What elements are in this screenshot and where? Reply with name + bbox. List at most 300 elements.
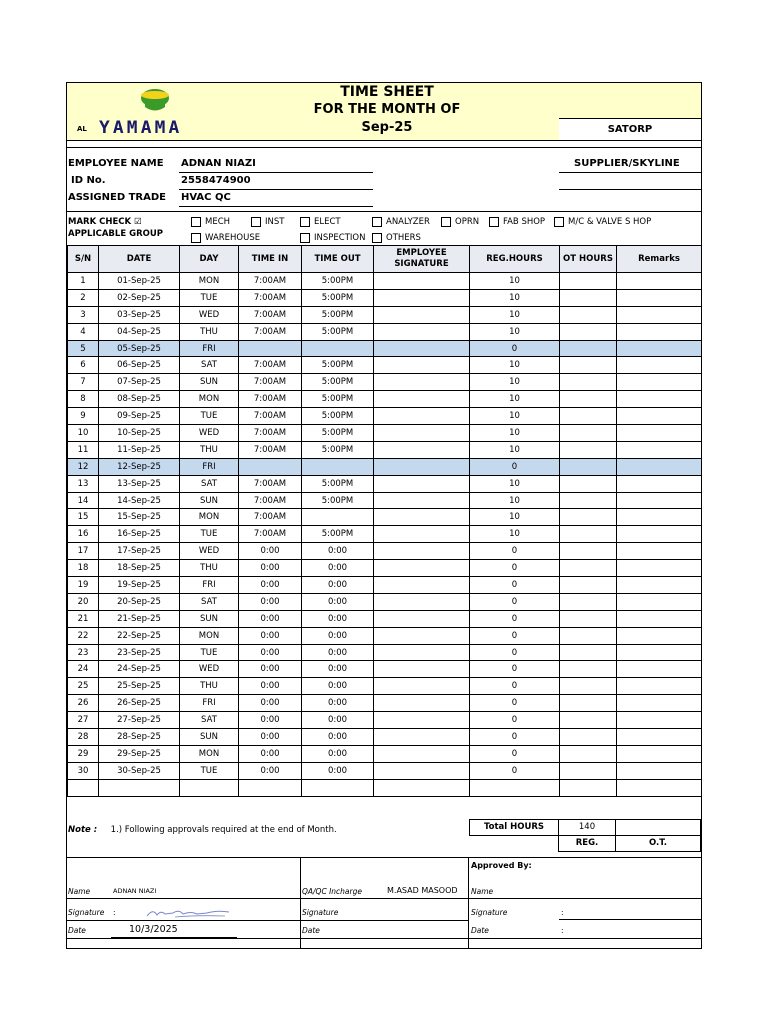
ot-hours-cell	[560, 543, 617, 560]
remarks-cell	[617, 610, 702, 627]
date-label: Date	[68, 926, 86, 935]
date-cell: 27-Sep-25	[99, 712, 180, 729]
employee-signature-cell	[374, 729, 470, 746]
reg-hours-cell: 10	[470, 526, 560, 543]
remarks-cell	[617, 543, 702, 560]
mark-check-label	[68, 216, 163, 240]
ot-hours-cell	[560, 610, 617, 627]
time-out-cell: 0:00	[302, 661, 374, 678]
reg-label: REG.	[558, 835, 616, 852]
date-cell: 25-Sep-25	[99, 678, 180, 695]
employee-signature-cell	[374, 441, 470, 458]
time-in-cell: 0:00	[239, 543, 302, 560]
time-out-cell	[302, 779, 374, 796]
time-out-cell: 0:00	[302, 644, 374, 661]
sn-cell: 26	[68, 695, 99, 712]
time-in-cell: 0:00	[239, 577, 302, 594]
divider	[67, 147, 701, 148]
sn-cell: 1	[68, 273, 99, 290]
table-row	[68, 678, 702, 695]
day-cell: THU	[180, 441, 239, 458]
table-row	[68, 644, 702, 661]
date-cell: 13-Sep-25	[99, 475, 180, 492]
ot-hours-cell	[560, 340, 617, 357]
checkbox-oprn[interactable]	[441, 217, 479, 227]
employee-signature-cell	[374, 695, 470, 712]
reg-hours-cell: 0	[470, 577, 560, 594]
divider	[67, 898, 300, 899]
supplier-name: SUPPLIER/SKYLINE	[574, 158, 680, 169]
reg-hours-cell: 10	[470, 289, 560, 306]
table-row	[68, 408, 702, 425]
checkbox-mech[interactable]	[191, 217, 230, 227]
time-out-cell: 0:00	[302, 678, 374, 695]
employee-signature-cell	[374, 408, 470, 425]
table-body	[68, 273, 702, 797]
sn-cell: 27	[68, 712, 99, 729]
time-in-cell: 0:00	[239, 560, 302, 577]
ot-hours-cell	[560, 644, 617, 661]
employee-signature-cell	[374, 425, 470, 442]
day-cell: MON	[180, 273, 239, 290]
divider	[559, 172, 701, 173]
checkbox-mc-valve-shop[interactable]	[554, 217, 651, 227]
reg-hours-cell: 10	[470, 273, 560, 290]
checkbox-icon	[251, 217, 261, 227]
checkbox-warehouse[interactable]	[191, 233, 260, 243]
reg-hours-cell: 0	[470, 543, 560, 560]
time-out-cell: 5:00PM	[302, 374, 374, 391]
day-cell: WED	[180, 306, 239, 323]
name-value: ADNAN NIAZI	[113, 887, 157, 895]
employee-signature-cell	[374, 391, 470, 408]
ot-hours-cell	[560, 492, 617, 509]
employee-signature-cell	[374, 712, 470, 729]
reg-hours-cell: 0	[470, 762, 560, 779]
time-out-cell: 0:00	[302, 593, 374, 610]
checkbox-icon	[300, 233, 310, 243]
table-row	[68, 543, 702, 560]
remarks-cell	[617, 273, 702, 290]
checkbox-label: INSPECTION	[314, 233, 366, 243]
time-in-cell	[239, 458, 302, 475]
timesheet-table	[67, 245, 702, 797]
remarks-cell	[617, 593, 702, 610]
approved-by-label: Approved By:	[471, 861, 532, 870]
employee-signature-cell	[374, 492, 470, 509]
time-in-cell: 7:00AM	[239, 306, 302, 323]
column-header: REG.HOURS	[470, 246, 560, 273]
date-cell: 30-Sep-25	[99, 762, 180, 779]
reg-hours-cell: 0	[470, 610, 560, 627]
ot-hours-cell	[560, 273, 617, 290]
employee-signature-cell	[374, 458, 470, 475]
reg-hours-cell	[470, 779, 560, 796]
sn-cell: 19	[68, 577, 99, 594]
ot-hours-cell	[560, 526, 617, 543]
ot-hours-cell	[560, 560, 617, 577]
day-cell: FRI	[180, 695, 239, 712]
reg-hours-cell: 10	[470, 391, 560, 408]
time-in-cell: 7:00AM	[239, 475, 302, 492]
ot-hours-cell	[560, 678, 617, 695]
time-in-cell: 7:00AM	[239, 357, 302, 374]
time-out-cell: 0:00	[302, 577, 374, 594]
reg-hours-cell: 0	[470, 695, 560, 712]
remarks-cell	[617, 762, 702, 779]
remarks-cell	[617, 560, 702, 577]
timesheet	[66, 82, 702, 949]
checkbox-label: MECH	[205, 217, 231, 227]
employee-signature-cell	[374, 509, 470, 526]
time-out-cell: 5:00PM	[302, 273, 374, 290]
date-cell: 15-Sep-25	[99, 509, 180, 526]
approver-date-label: Date	[471, 926, 489, 935]
time-out-cell: 0:00	[302, 627, 374, 644]
date-cell: 22-Sep-25	[99, 627, 180, 644]
reg-hours-cell: 0	[470, 644, 560, 661]
sn-cell: 15	[68, 509, 99, 526]
divider	[559, 919, 701, 920]
ot-hours-cell	[560, 441, 617, 458]
remarks-cell	[617, 289, 702, 306]
time-in-cell: 0:00	[239, 695, 302, 712]
ot-hours-cell	[560, 627, 617, 644]
employee-signature-cell	[374, 289, 470, 306]
divider	[300, 898, 468, 899]
ot-hours-cell	[560, 779, 617, 796]
employee-signature-cell	[374, 745, 470, 762]
qc-date-label: Date	[302, 926, 320, 935]
day-cell: MON	[180, 509, 239, 526]
date-cell: 20-Sep-25	[99, 593, 180, 610]
date-cell: 05-Sep-25	[99, 340, 180, 357]
remarks-cell	[617, 492, 702, 509]
employee-name-label: EMPLOYEE NAME	[68, 158, 164, 169]
divider	[559, 189, 701, 190]
ot-hours-cell	[560, 729, 617, 746]
time-in-cell: 0:00	[239, 729, 302, 746]
table-row	[68, 374, 702, 391]
time-out-cell: 5:00PM	[302, 408, 374, 425]
date-cell: 16-Sep-25	[99, 526, 180, 543]
date-cell: 11-Sep-25	[99, 441, 180, 458]
ot-hours-cell	[560, 577, 617, 594]
sn-cell: 13	[68, 475, 99, 492]
approver-signature-colon: :	[561, 908, 564, 917]
mark-check-line: MARK CHECK ☑	[68, 217, 142, 227]
checkbox-others[interactable]	[372, 233, 421, 243]
sn-cell: 11	[68, 441, 99, 458]
date-cell: 08-Sep-25	[99, 391, 180, 408]
divider	[67, 920, 300, 921]
date-cell: 18-Sep-25	[99, 560, 180, 577]
time-in-cell: 0:00	[239, 762, 302, 779]
date-cell: 10-Sep-25	[99, 425, 180, 442]
day-cell: MON	[180, 745, 239, 762]
column-header: Remarks	[617, 246, 702, 273]
date-cell: 09-Sep-25	[99, 408, 180, 425]
table-row	[68, 458, 702, 475]
total-hours-value: 140	[558, 819, 616, 836]
time-in-cell: 7:00AM	[239, 289, 302, 306]
employee-signature-cell	[374, 526, 470, 543]
table-row	[68, 610, 702, 627]
date-cell: 19-Sep-25	[99, 577, 180, 594]
reg-hours-cell: 0	[470, 745, 560, 762]
employee-signature-cell	[374, 543, 470, 560]
checkbox-icon	[489, 217, 499, 227]
time-out-cell	[302, 509, 374, 526]
reg-hours-cell: 0	[470, 340, 560, 357]
table-row	[68, 441, 702, 458]
time-in-cell: 0:00	[239, 610, 302, 627]
employee-name-value: ADNAN NIAZI	[181, 158, 256, 169]
checkbox-label: ANALYZER	[386, 217, 430, 227]
time-in-cell: 0:00	[239, 627, 302, 644]
day-cell: TUE	[180, 526, 239, 543]
remarks-cell	[617, 695, 702, 712]
time-out-cell: 0:00	[302, 712, 374, 729]
column-header: OT HOURS	[560, 246, 617, 273]
day-cell: SAT	[180, 475, 239, 492]
employee-signature-cell	[374, 661, 470, 678]
checkbox-label: OPRN	[455, 217, 480, 227]
day-cell: MON	[180, 391, 239, 408]
day-cell: SAT	[180, 712, 239, 729]
divider	[67, 211, 701, 212]
checkbox-analyzer[interactable]	[372, 217, 430, 227]
divider	[300, 858, 301, 949]
time-in-cell: 0:00	[239, 712, 302, 729]
time-out-cell: 0:00	[302, 729, 374, 746]
qc-signature-label: Signature	[302, 908, 339, 917]
employee-signature-cell	[374, 610, 470, 627]
day-cell: SUN	[180, 492, 239, 509]
checkbox-inspection[interactable]	[300, 233, 365, 243]
table-row	[68, 492, 702, 509]
date-cell: 12-Sep-25	[99, 458, 180, 475]
time-in-cell: 7:00AM	[239, 391, 302, 408]
checkbox-icon	[191, 233, 201, 243]
date-cell: 01-Sep-25	[99, 273, 180, 290]
day-cell: WED	[180, 543, 239, 560]
checkbox-icon	[554, 217, 564, 227]
table-row	[68, 526, 702, 543]
employee-signature-cell	[374, 678, 470, 695]
ot-hours-cell	[560, 762, 617, 779]
note-label: Note :	[68, 825, 98, 835]
time-out-cell: 0:00	[302, 762, 374, 779]
remarks-cell	[617, 441, 702, 458]
table-row	[68, 712, 702, 729]
divider	[468, 898, 701, 899]
checkbox-icon	[441, 217, 451, 227]
logo-brand: YAMAMA	[99, 118, 183, 138]
sn-cell: 25	[68, 678, 99, 695]
date-cell: 02-Sep-25	[99, 289, 180, 306]
checkbox-icon	[300, 217, 310, 227]
approver-name-label: Name	[471, 887, 494, 896]
divider	[468, 858, 469, 949]
time-out-cell	[302, 340, 374, 357]
totals-block	[469, 819, 701, 851]
sn-cell: 24	[68, 661, 99, 678]
date-cell: 29-Sep-25	[99, 745, 180, 762]
reg-hours-cell: 10	[470, 357, 560, 374]
divider	[67, 938, 701, 939]
time-in-cell: 0:00	[239, 745, 302, 762]
time-in-cell: 0:00	[239, 593, 302, 610]
remarks-cell	[617, 323, 702, 340]
remarks-cell	[617, 644, 702, 661]
time-in-cell: 7:00AM	[239, 492, 302, 509]
remarks-cell	[617, 357, 702, 374]
checkbox-inst[interactable]	[251, 217, 284, 227]
ot-hours-cell	[560, 593, 617, 610]
reg-hours-cell: 0	[470, 661, 560, 678]
time-in-cell: 7:00AM	[239, 408, 302, 425]
trade-label: ASSIGNED TRADE	[68, 192, 166, 203]
id-label: ID No.	[71, 175, 106, 186]
time-in-cell: 7:00AM	[239, 323, 302, 340]
signature-colon: :	[113, 908, 116, 917]
reg-hours-cell: 0	[470, 678, 560, 695]
time-out-cell: 5:00PM	[302, 475, 374, 492]
date-cell: 06-Sep-25	[99, 357, 180, 374]
company-logo	[77, 87, 247, 137]
ot-label: O.T.	[615, 835, 701, 852]
reg-hours-cell: 0	[470, 560, 560, 577]
remarks-cell	[617, 779, 702, 796]
employee-signature-cell	[374, 779, 470, 796]
sn-cell: 30	[68, 762, 99, 779]
checkbox-label: INST	[265, 217, 285, 227]
date-cell: 17-Sep-25	[99, 543, 180, 560]
remarks-cell	[617, 577, 702, 594]
reg-hours-cell: 0	[470, 458, 560, 475]
time-in-cell: 7:00AM	[239, 374, 302, 391]
table-row	[68, 627, 702, 644]
divider	[179, 172, 373, 173]
date-cell: 23-Sep-25	[99, 644, 180, 661]
reg-hours-cell: 10	[470, 374, 560, 391]
day-cell: THU	[180, 560, 239, 577]
table-row	[68, 695, 702, 712]
reg-hours-cell: 10	[470, 408, 560, 425]
sn-cell: 7	[68, 374, 99, 391]
remarks-cell	[617, 526, 702, 543]
table-row	[68, 661, 702, 678]
column-header: DATE	[99, 246, 180, 273]
remarks-cell	[617, 408, 702, 425]
sn-cell: 14	[68, 492, 99, 509]
applicable-group-line: APPLICABLE GROUP	[68, 229, 163, 239]
time-out-cell: 5:00PM	[302, 323, 374, 340]
employee-signature-cell	[374, 577, 470, 594]
employee-signature-cell	[374, 762, 470, 779]
handwritten-signature	[145, 906, 231, 920]
table-row	[68, 357, 702, 374]
table-row	[68, 577, 702, 594]
ot-hours-cell	[560, 475, 617, 492]
remarks-cell	[617, 374, 702, 391]
remarks-cell	[617, 745, 702, 762]
remarks-cell	[617, 340, 702, 357]
table-row	[68, 509, 702, 526]
time-in-cell: 7:00AM	[239, 526, 302, 543]
divider	[300, 920, 468, 921]
date-cell: 28-Sep-25	[99, 729, 180, 746]
remarks-cell	[617, 661, 702, 678]
date-cell: 14-Sep-25	[99, 492, 180, 509]
time-out-cell: 5:00PM	[302, 391, 374, 408]
signature-label: Signature	[68, 908, 105, 917]
employee-signature-cell	[374, 644, 470, 661]
employee-signature-cell	[374, 357, 470, 374]
logo-prefix: AL	[77, 125, 87, 133]
time-out-cell: 5:00PM	[302, 289, 374, 306]
reg-hours-cell: 10	[470, 509, 560, 526]
table-row	[68, 745, 702, 762]
sn-cell: 29	[68, 745, 99, 762]
ot-hours-cell	[560, 374, 617, 391]
signature-footer	[67, 857, 701, 948]
checkbox-elect[interactable]	[300, 217, 341, 227]
column-header: TIME OUT	[302, 246, 374, 273]
employee-signature-cell	[374, 374, 470, 391]
time-out-cell: 5:00PM	[302, 492, 374, 509]
reg-hours-cell: 10	[470, 475, 560, 492]
column-header: EMPLOYEE SIGNATURE	[374, 246, 470, 273]
employee-signature-cell	[374, 593, 470, 610]
column-header: S/N	[68, 246, 99, 273]
sn-cell: 5	[68, 340, 99, 357]
remarks-cell	[617, 627, 702, 644]
column-header: TIME IN	[239, 246, 302, 273]
checkbox-fab-shop[interactable]	[489, 217, 545, 227]
day-cell: SAT	[180, 593, 239, 610]
time-in-cell: 7:00AM	[239, 425, 302, 442]
id-value: 2558474900	[181, 175, 251, 186]
employee-signature-cell	[374, 340, 470, 357]
time-out-cell: 5:00PM	[302, 441, 374, 458]
client-name: SATORP	[559, 118, 701, 140]
header-band	[67, 83, 701, 141]
time-out-cell: 5:00PM	[302, 526, 374, 543]
column-header: DAY	[180, 246, 239, 273]
table-row-empty	[68, 779, 702, 796]
ot-hours-cell	[560, 306, 617, 323]
approver-date-colon: :	[561, 926, 564, 935]
reg-hours-cell: 0	[470, 593, 560, 610]
employee-signature-cell	[374, 475, 470, 492]
day-cell: FRI	[180, 458, 239, 475]
ot-hours-cell	[560, 391, 617, 408]
sn-cell: 28	[68, 729, 99, 746]
sheet-month: Sep-25	[361, 120, 413, 135]
reg-hours-cell: 10	[470, 323, 560, 340]
table-row	[68, 323, 702, 340]
time-in-cell: 0:00	[239, 644, 302, 661]
time-out-cell: 0:00	[302, 560, 374, 577]
date-cell: 04-Sep-25	[99, 323, 180, 340]
employee-signature-cell	[374, 306, 470, 323]
sn-cell: 9	[68, 408, 99, 425]
ot-hours-cell	[560, 745, 617, 762]
total-ot-value	[615, 819, 701, 836]
table-row	[68, 273, 702, 290]
